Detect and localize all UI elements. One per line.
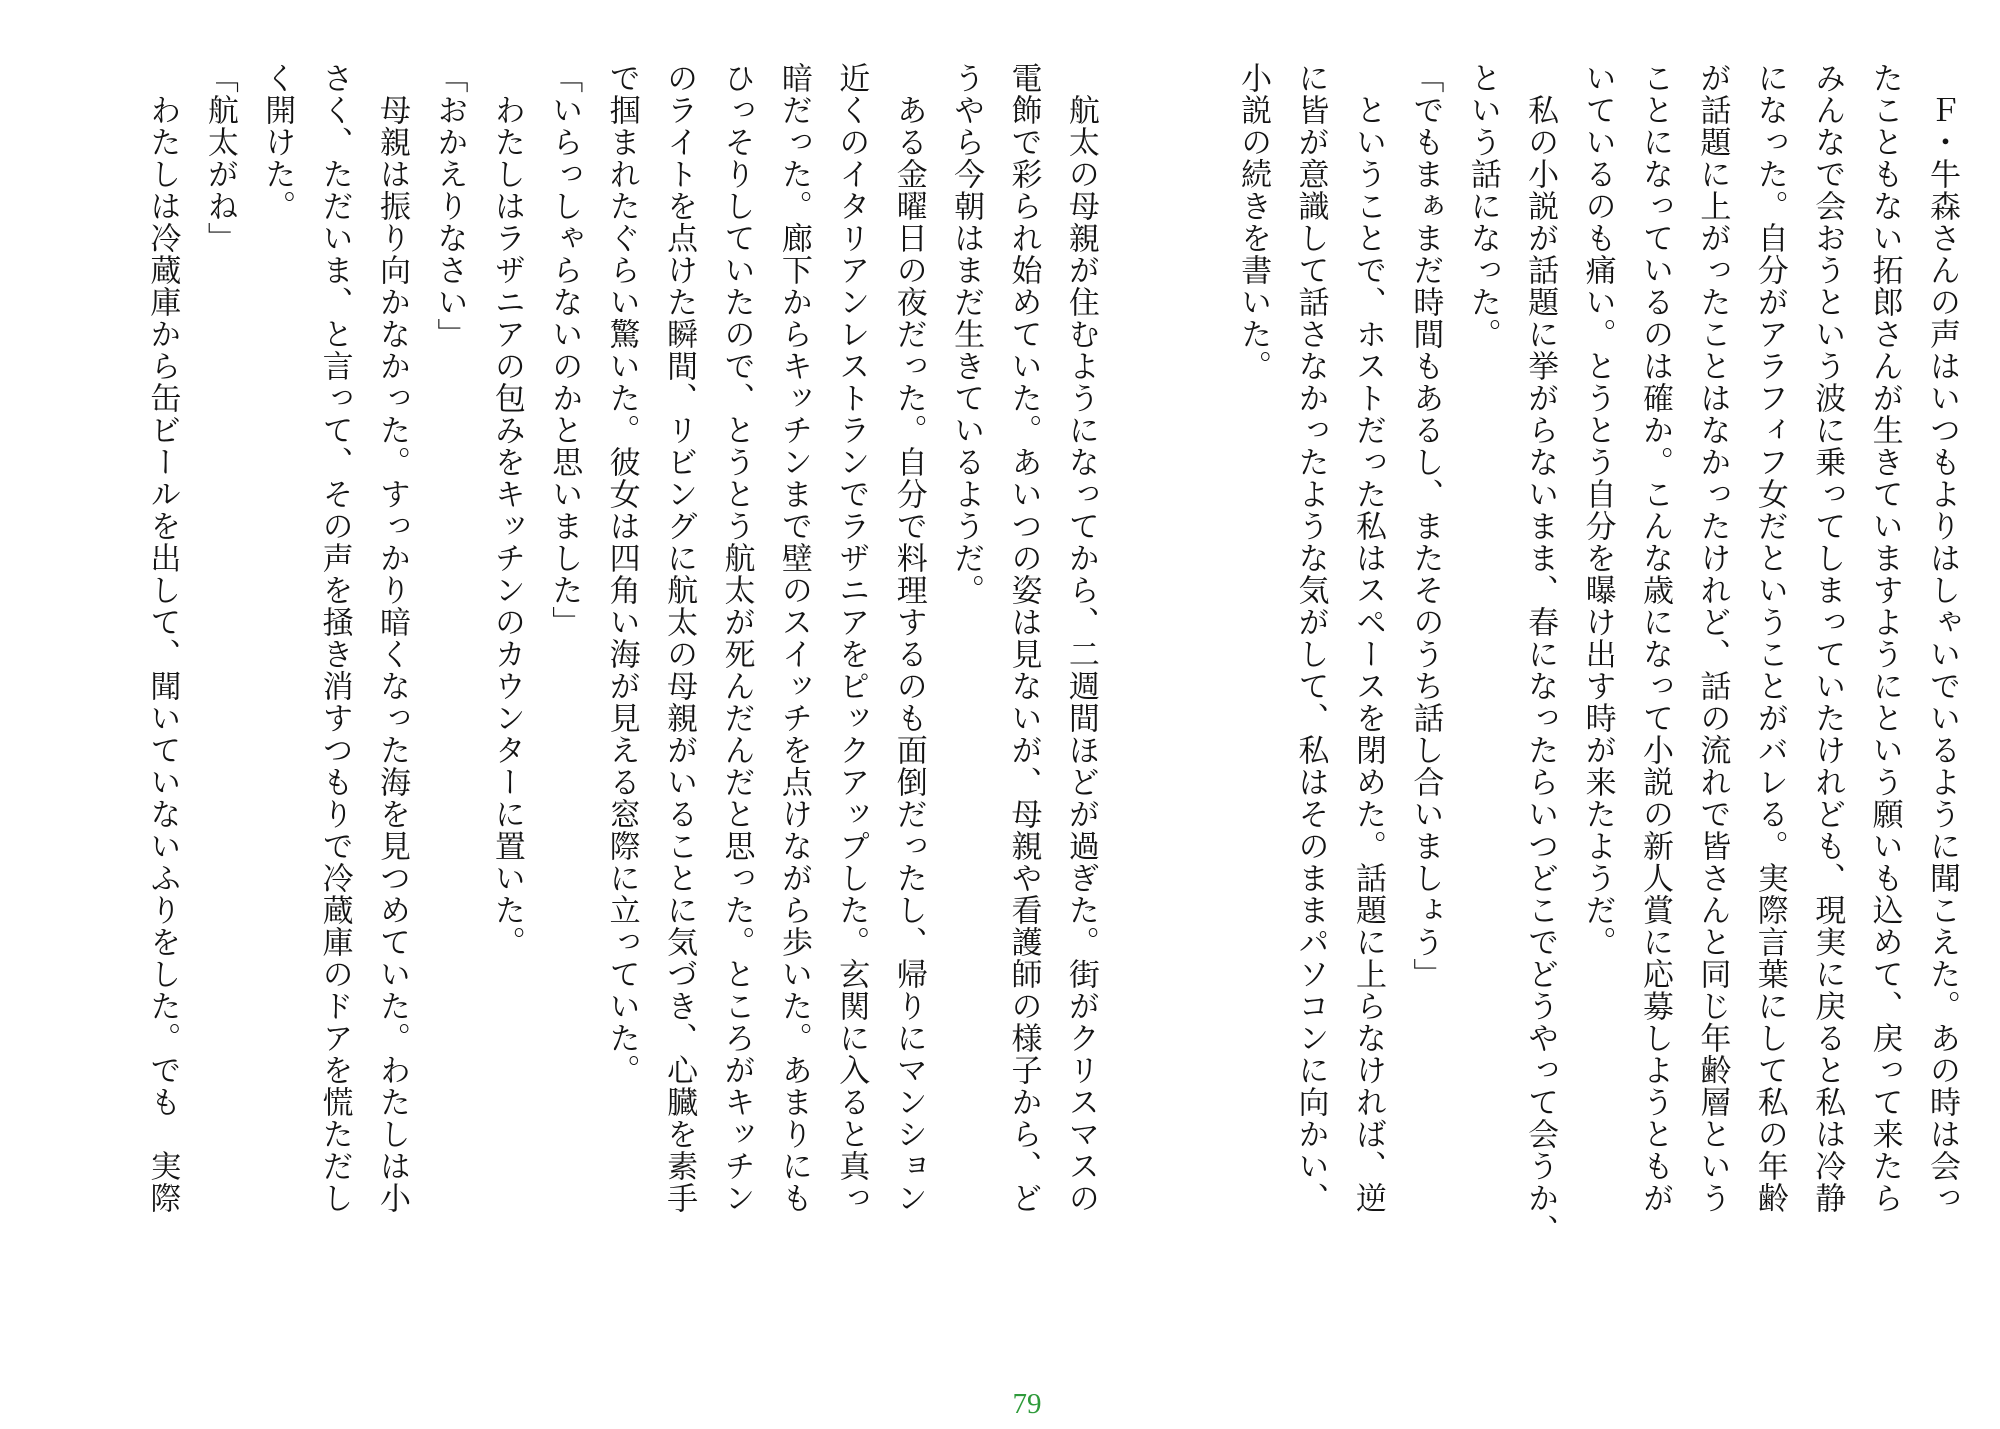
text-line: 「でもまぁまだ時間もあるし、またそのうち話し合いましょう」 [1407, 62, 1444, 990]
text-line: に皆が意識して話さなかったような気がして、私はそのままパソコンに向かい、 [1292, 62, 1329, 1214]
text-line: 航太の母親が住むようになってから、二週間ほどが過ぎた。街がクリスマスの [1062, 62, 1099, 1214]
text-line: で掴まれたぐらい驚いた。彼女は四角い海が見える窓際に立っていた。 [603, 62, 640, 1086]
blank-line [1109, 62, 1166, 1387]
text-line: 電飾で彩られ始めていた。あいつの姿は見ないが、母親や看護師の様子から、ど [1005, 62, 1042, 1214]
text-line: 近くのイタリアンレストランでラザニアをピックアップした。玄関に入ると真っ [833, 62, 870, 1214]
text-line: 「いらっしゃらないのかと思いました」 [546, 62, 583, 638]
text-line: たこともない拓郎さんが生きていますようにという願いも込めて、戻って来たら [1866, 62, 1903, 1214]
page-number: 79 [1012, 1388, 1042, 1420]
text-line: 私の小説が話題に挙がらないまま、春になったらいつどこでどうやって会うか、 [1522, 62, 1559, 1246]
text-line: ということで、ホストだった私はスペースを閉めた。話題に上らなければ、逆 [1349, 62, 1386, 1214]
text-line: 暗だった。廊下からキッチンまで壁のスイッチを点けながら歩いた。あまりにも [775, 62, 812, 1214]
text-line: いているのも痛い。とうとう自分を曝け出す時が来たようだ。 [1579, 62, 1616, 958]
text-line: が話題に上がったことはなかったけれど、話の流れで皆さんと同じ年齢層という [1694, 62, 1731, 1214]
text-line: 「おかえりなさい」 [431, 62, 468, 350]
text-line: という話になった。 [1464, 62, 1501, 350]
text-line: ことになっているのは確か。こんな歳になって小説の新人賞に応募しようともが [1636, 62, 1673, 1214]
text-line: わたしはラザニアの包みをキッチンのカウンターに置いた。 [488, 62, 525, 958]
text-line: みんなで会おうという波に乗ってしまっていたけれども、現実に戻ると私は冷静 [1809, 62, 1846, 1214]
text-line: 小説の続きを書いた。 [1235, 62, 1272, 382]
text-line: く開けた。 [259, 62, 296, 222]
text-line: わたしは冷蔵庫から缶ビールを出して、聞いていないふりをした。でも 実際 [144, 62, 181, 1214]
text-line: 母親は振り向かなかった。すっかり暗くなった海を見つめていた。わたしは小 [374, 62, 411, 1214]
text-line: 「航太がね」 [201, 62, 238, 254]
text-line: さく、ただいま、と言って、その声を掻き消すつもりで冷蔵庫のドアを慌ただし [316, 62, 353, 1214]
text-line: のライトを点けた瞬間、リビングに航太の母親がいることに気づき、心臓を素手 [661, 62, 698, 1214]
blank-line [1166, 62, 1223, 1387]
text-line: Ｆ・牛森さんの声はいつもよりはしゃいでいるように聞こえた。あの時は会っ [1924, 62, 1960, 1214]
text-line: になった。自分がアラフィフ女だということがバレる。実際言葉にして私の年齢 [1751, 62, 1788, 1214]
text-line: ある金曜日の夜だった。自分で料理するのも面倒だったし、帰りにマンション [890, 62, 927, 1214]
text-line: ひっそりしていたので、とうとう航太が死んだんだと思った。ところがキッチン [718, 62, 755, 1214]
text-line: うやら今朝はまだ生きているようだ。 [948, 62, 985, 606]
vertical-text-body [10, 62, 1970, 1387]
